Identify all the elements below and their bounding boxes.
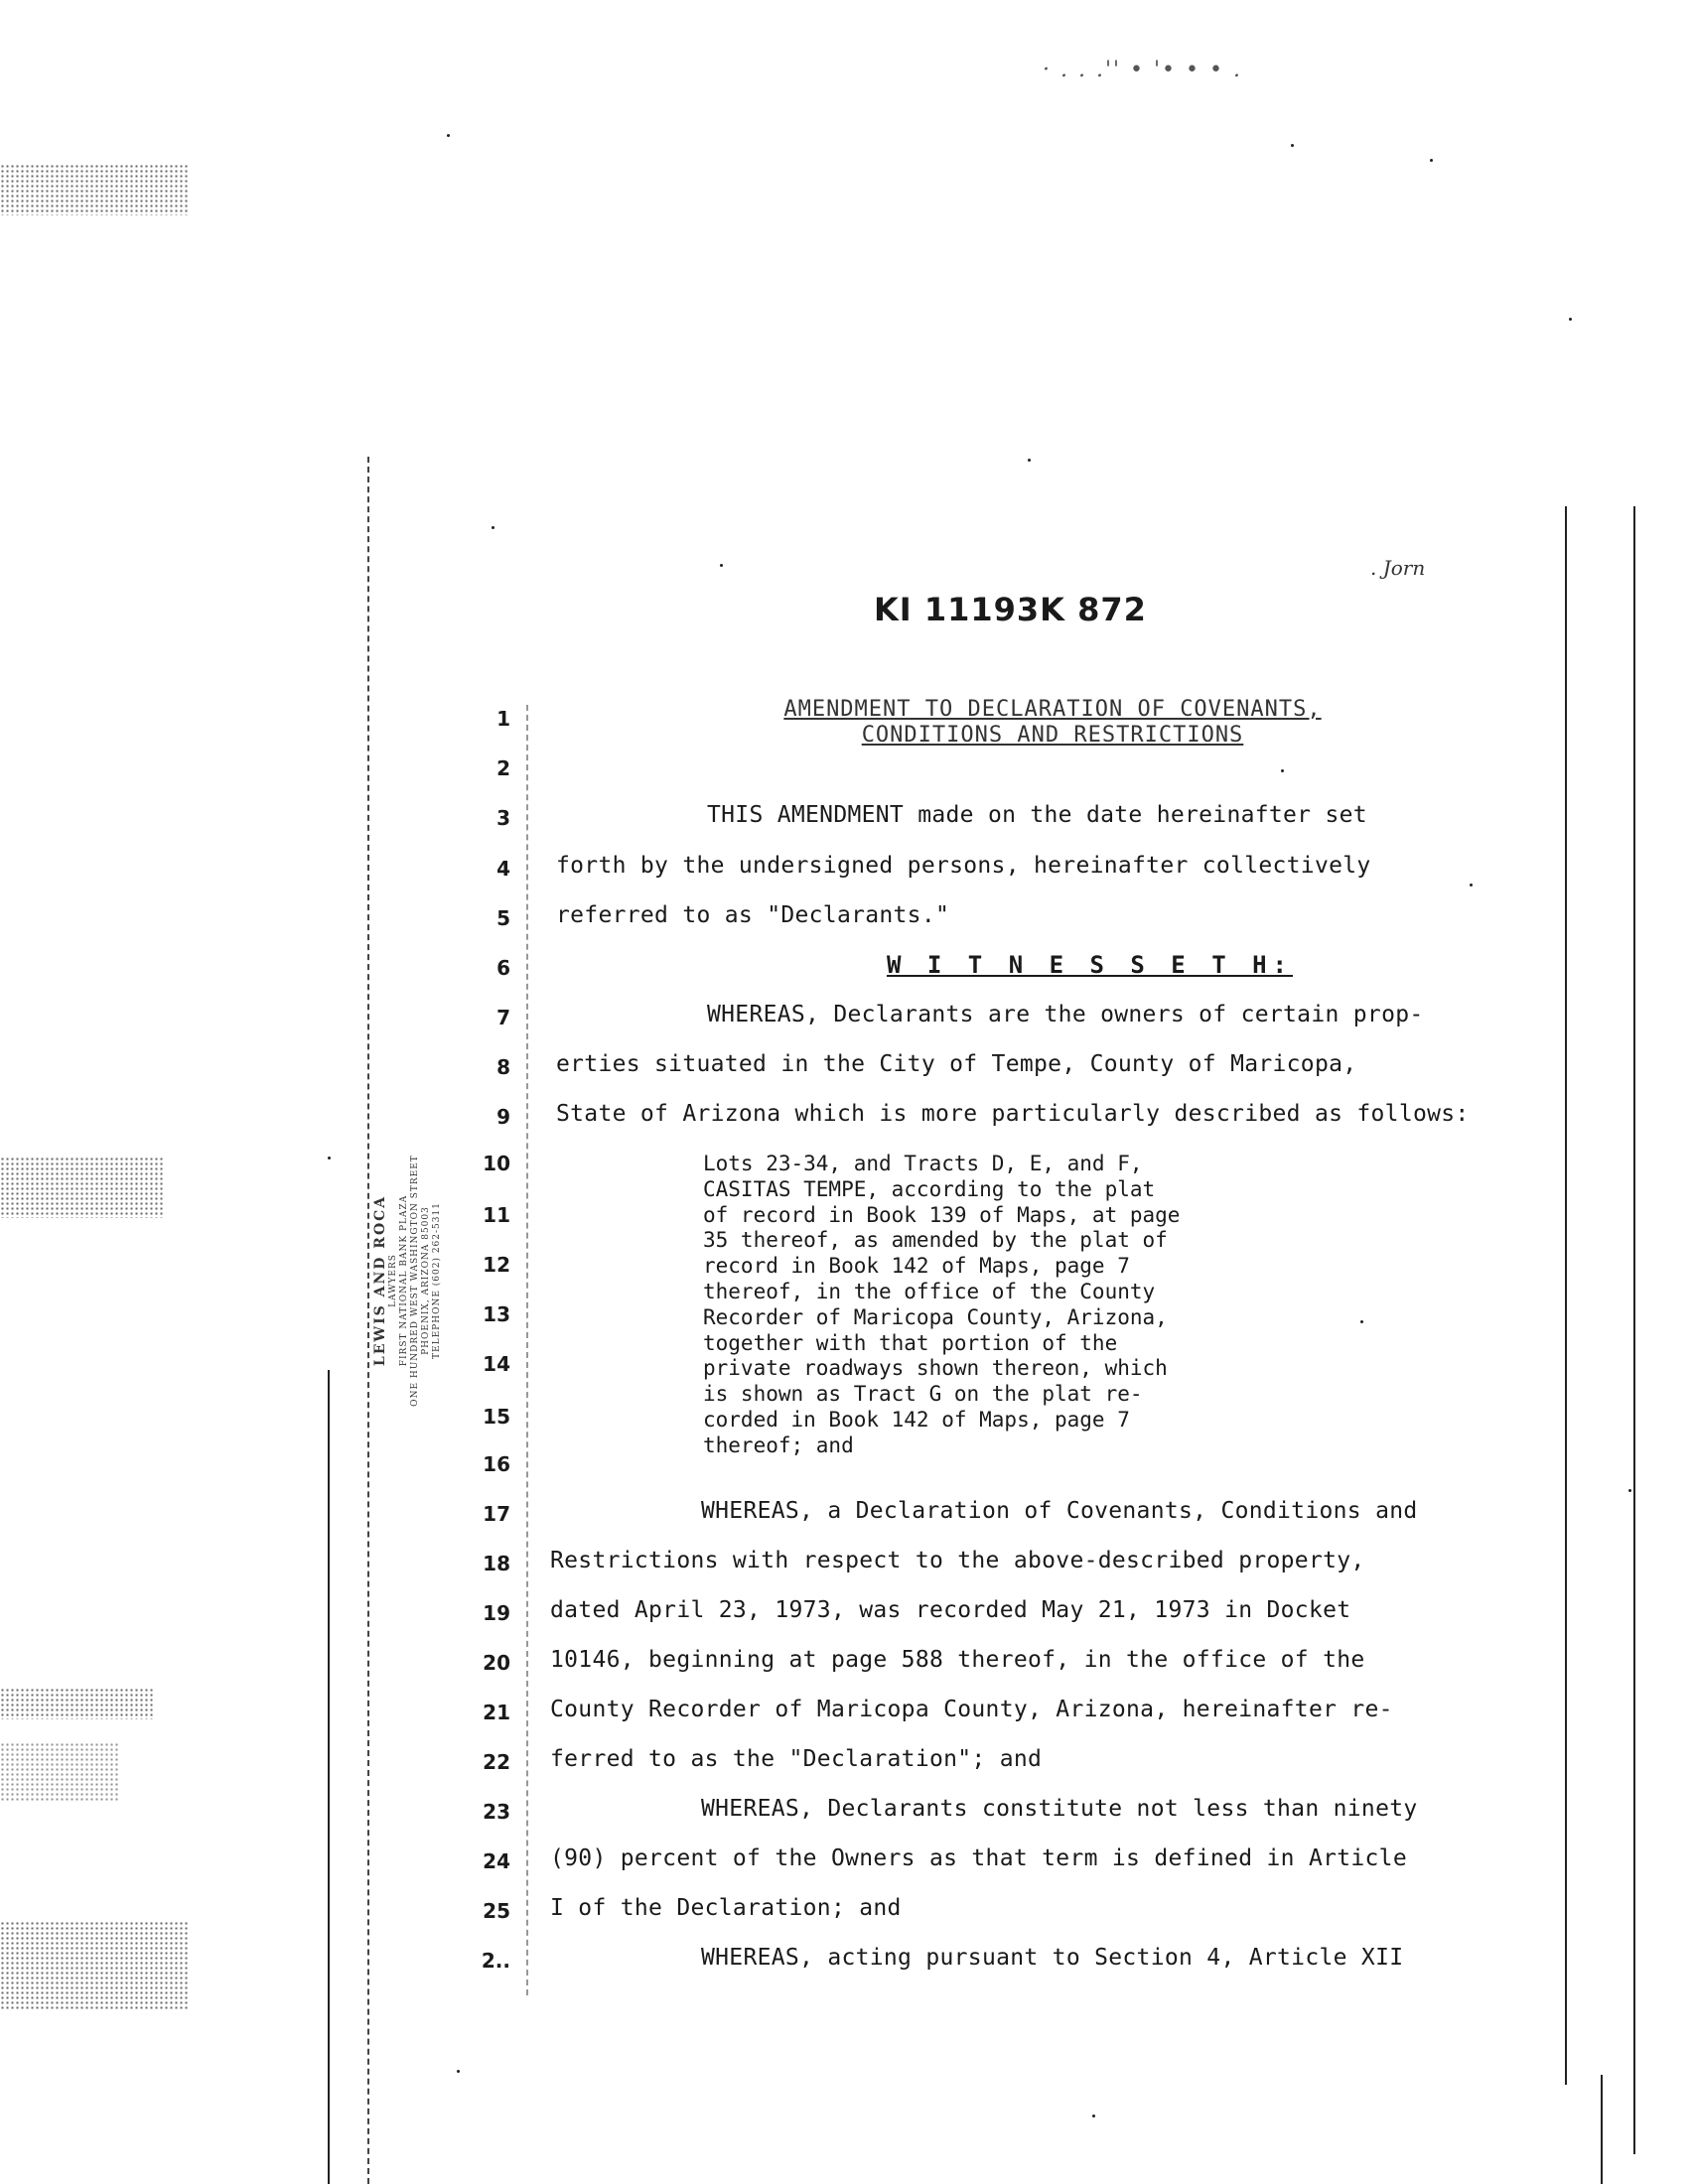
- line-number: 6: [496, 956, 510, 980]
- body-line-19: dated April 23, 1973, was recorded May 21, 1973 in Docket: [550, 1597, 1351, 1623]
- law-firm-name: LEWIS AND ROCA: [372, 1194, 388, 1367]
- body-line-9: State of Arizona which is more particularly described as follows:: [556, 1101, 1470, 1127]
- body-line-17: WHEREAS, a Declaration of Covenants, Conditions and: [701, 1498, 1418, 1524]
- legal-description-line: private roadways shown thereon, which: [703, 1356, 1168, 1381]
- body-line-25: I of the Declaration; and: [550, 1895, 902, 1921]
- body-line-7: WHEREAS, Declarants are the owners of certain prop-: [707, 1002, 1424, 1027]
- scan-speck: [1291, 144, 1294, 147]
- document-title: [735, 697, 1370, 749]
- scan-speck: [1281, 769, 1284, 772]
- body-line-20: 10146, beginning at page 588 thereof, in the office of the: [550, 1647, 1365, 1673]
- law-firm-stamp: [372, 1152, 462, 1410]
- docket-number: KI 11193K 872: [874, 591, 1147, 628]
- right-margin-rule-outer: [1633, 506, 1635, 2154]
- line-number: 24: [483, 1849, 510, 1873]
- legal-description-line: thereof, in the office of the County: [703, 1279, 1156, 1303]
- body-line-22: ferred to as the "Declaration"; and: [550, 1746, 1043, 1772]
- line-number: 22: [483, 1750, 510, 1774]
- title-line-2: CONDITIONS AND RESTRICTIONS: [861, 723, 1244, 748]
- legal-description-line: is shown as Tract G on the plat re-: [703, 1382, 1143, 1407]
- legal-description-line: Lots 23-34, and Tracts D, E, and F,: [703, 1152, 1143, 1175]
- line-number: 8: [496, 1055, 510, 1079]
- line-number: 2: [496, 756, 510, 780]
- witnesseth-heading: W I T N E S S E T H:: [887, 951, 1293, 979]
- line-number: 7: [496, 1006, 510, 1029]
- legal-description-line: CASITAS TEMPE, according to the plat: [703, 1176, 1156, 1201]
- body-line-8: erties situated in the City of Tempe, County of Maricopa,: [556, 1051, 1357, 1077]
- line-number: 3: [496, 806, 510, 830]
- scan-speck: [1360, 1320, 1363, 1323]
- body-line-3: THIS AMENDMENT made on the date hereinafter set: [707, 802, 1367, 828]
- line-number: 23: [483, 1800, 510, 1824]
- scan-halftone-artifact: [0, 164, 189, 215]
- scan-speck: [1628, 1489, 1631, 1492]
- body-line-21: County Recorder of Maricopa County, Arizona, hereinafter re-: [550, 1697, 1393, 1722]
- line-number: 11: [483, 1203, 510, 1227]
- scan-speck: [457, 2070, 460, 2073]
- law-firm-line: ONE HUNDRED WEST WASHINGTON STREET: [410, 1155, 420, 1407]
- legal-description: [703, 1152, 1180, 1459]
- legal-description-line: of record in Book 139 of Maps, at page: [703, 1202, 1181, 1227]
- line-number: 5: [496, 906, 510, 930]
- line-number: 13: [483, 1302, 510, 1326]
- line-number: 25: [483, 1899, 510, 1923]
- line-number: 12: [483, 1253, 510, 1277]
- left-margin-rule-inner: [328, 1370, 330, 2184]
- left-margin-rule: [367, 457, 369, 2184]
- line-number: 9: [496, 1105, 510, 1129]
- legal-description-line: record in Book 142 of Maps, page 7: [703, 1254, 1130, 1279]
- scan-speck: [1092, 2115, 1095, 2117]
- scan-speck: [1028, 459, 1031, 462]
- body-line-4: forth by the undersigned persons, hereinafter collectively: [556, 853, 1371, 879]
- line-number: 15: [483, 1405, 510, 1429]
- legal-description-line: Recorder of Maricopa County, Arizona,: [703, 1304, 1168, 1329]
- body-line-26: WHEREAS, acting pursuant to Section 4, Article XII: [701, 1945, 1404, 1971]
- line-number: 16: [483, 1452, 510, 1476]
- line-number-rule: [526, 705, 528, 1995]
- legal-description-line: together with that portion of the: [703, 1330, 1118, 1355]
- legal-description-line: 35 thereof, as amended by the plat of: [703, 1228, 1168, 1253]
- scan-halftone-artifact: [0, 1742, 119, 1802]
- scan-speck: [1569, 318, 1572, 321]
- law-firm-line: TELEPHONE (602) 262-5311: [432, 1202, 442, 1359]
- line-number: 17: [483, 1502, 510, 1526]
- scan-speck: [720, 564, 723, 567]
- body-line-24: (90) percent of the Owners as that term is defined in Article: [550, 1845, 1407, 1871]
- law-firm-line: PHOENIX, ARIZONA 85003: [421, 1206, 431, 1355]
- scan-halftone-artifact: [0, 1921, 189, 2010]
- body-line-5: referred to as "Declarants.": [556, 902, 950, 928]
- law-firm-line: FIRST NATIONAL BANK PLAZA: [399, 1194, 409, 1367]
- legal-description-line: corded in Book 142 of Maps, page 7: [703, 1407, 1130, 1432]
- line-number: 21: [483, 1701, 510, 1724]
- line-number: 10: [483, 1152, 510, 1175]
- line-number: 14: [483, 1352, 510, 1376]
- right-margin-rule: [1565, 506, 1567, 2085]
- law-firm-line: LAWYERS: [388, 1254, 398, 1307]
- scan-speck: [492, 526, 494, 529]
- line-number: 4: [496, 857, 510, 881]
- body-line-23: WHEREAS, Declarants constitute not less than ninety: [701, 1796, 1418, 1822]
- scan-speck: [328, 1157, 331, 1160]
- line-number: 2..: [481, 1949, 510, 1973]
- scan-speck: [447, 134, 450, 137]
- legal-description-line: thereof; and: [703, 1433, 854, 1457]
- scan-halftone-artifact: [0, 1688, 154, 1719]
- handwritten-initials: . Jorn: [1370, 556, 1426, 580]
- scan-speck: [1470, 884, 1473, 887]
- scan-halftone-artifact: [0, 1157, 164, 1218]
- line-number: 1: [496, 707, 510, 731]
- right-edge-bracket: [1601, 2075, 1603, 2184]
- handwritten-scrawl: · . . .'' • '• • • .: [1043, 58, 1242, 82]
- title-line-1: AMENDMENT TO DECLARATION OF COVENANTS,: [783, 697, 1322, 722]
- line-number: 20: [483, 1651, 510, 1675]
- scan-speck: [1430, 159, 1433, 162]
- line-number: 18: [483, 1552, 510, 1575]
- body-line-18: Restrictions with respect to the above-described property,: [550, 1548, 1365, 1573]
- line-number: 19: [483, 1601, 510, 1625]
